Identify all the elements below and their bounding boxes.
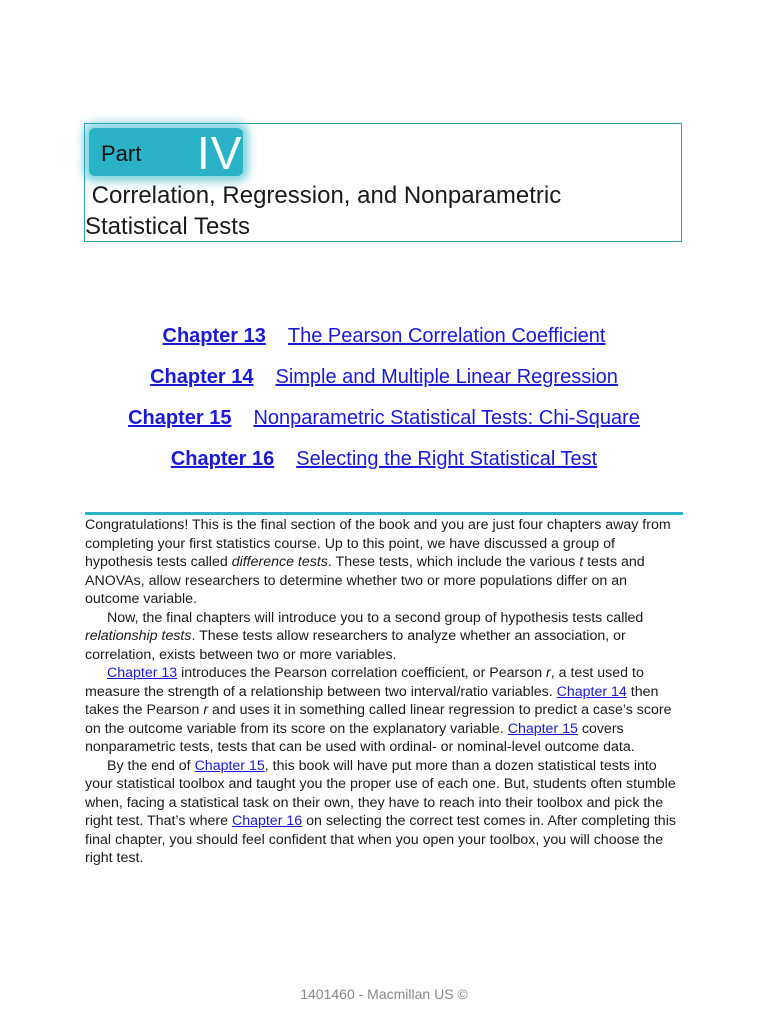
part-label: Part bbox=[101, 141, 142, 166]
part-title-text: Correlation, Regression, and Nonparametric Statistical Tests bbox=[85, 182, 562, 240]
text-run: tests and ANOVAs, allow researchers to determine whether two or more populations differ on an outcome variable. bbox=[85, 554, 645, 607]
text-run: covers nonparametric tests, tests that can be used with ordinal- or nominal-level outcome data. bbox=[85, 720, 635, 755]
text-run: . These tests, which include the various bbox=[327, 554, 580, 570]
text-run: Now, the final chapters will introduce you to a second group of hypothesis tests called bbox=[107, 609, 644, 626]
emphasis-text: t bbox=[579, 554, 584, 570]
part-title bbox=[85, 180, 645, 242]
toc-chapter-13-number-link[interactable]: Chapter 13 bbox=[162, 325, 266, 347]
toc-chapter-13-title-link[interactable]: The Pearson Correlation Coefficient bbox=[287, 325, 606, 347]
part-badge bbox=[89, 127, 243, 179]
text-run: . These tests allow researchers to analyze whether an association, or correlation, exists between two or more variables. bbox=[85, 628, 626, 663]
toc-entry-14 bbox=[84, 359, 684, 400]
toc-chapter-16-number-link[interactable]: Chapter 16 bbox=[170, 448, 275, 470]
paragraph-2 bbox=[85, 609, 685, 665]
section-divider bbox=[85, 512, 683, 515]
text-run: introduces the Pearson correlation coefficient, or Pearson bbox=[177, 665, 547, 681]
paragraph-4 bbox=[85, 757, 685, 868]
toc-chapter-14-title-link[interactable]: Simple and Multiple Linear Regression bbox=[275, 366, 618, 388]
emphasis-text: relationship tests bbox=[85, 628, 192, 644]
emphasis-text: r bbox=[546, 665, 551, 681]
part-numeral: IV bbox=[197, 127, 243, 179]
toc-chapter-14-number-link[interactable]: Chapter 14 bbox=[150, 366, 254, 388]
toc-entry-16 bbox=[84, 441, 684, 482]
chapter-16-link[interactable]: Chapter 16 bbox=[231, 813, 303, 829]
chapter-14-link[interactable]: Chapter 14 bbox=[556, 683, 627, 700]
table-of-contents bbox=[84, 318, 684, 482]
paragraph-3 bbox=[85, 664, 685, 757]
text-run: By the end of bbox=[107, 757, 195, 774]
toc-chapter-15-title-link[interactable]: Nonparametric Statistical Tests: Chi-Square bbox=[253, 407, 640, 429]
paragraph-1 bbox=[85, 516, 685, 609]
emphasis-text: difference tests bbox=[231, 554, 328, 570]
toc-entry-13 bbox=[84, 318, 684, 359]
text-run: on selecting the correct test comes in. After completing this final chapter, you should feel confident that when you open your toolbox, you will choose the right test. bbox=[85, 813, 676, 866]
chapter-15-link[interactable]: Chapter 15 bbox=[507, 720, 578, 737]
chapter-13-link[interactable]: Chapter 13 bbox=[107, 665, 178, 681]
text-run: then takes the Pearson bbox=[85, 683, 659, 718]
text-run: , this book will have put more than a dozen statistical tests into your statistical toolbox and taught you the proper use of each one. But, students often stumble when, facing a statistical task on their own, they have to reach into their toolbox and pick the right test. That’s where bbox=[85, 757, 676, 829]
intro-body bbox=[85, 516, 685, 868]
part-header-box bbox=[84, 123, 682, 242]
toc-entry-15 bbox=[84, 400, 684, 441]
toc-chapter-16-title-link[interactable]: Selecting the Right Statistical Test bbox=[296, 448, 598, 470]
text-run: Congratulations! This is the final section of the book and you are just four chapters away from completing your first statistics course. Up to this point, we have discussed a group of hypothesis tests called bbox=[85, 517, 671, 570]
toc-chapter-15-number-link[interactable]: Chapter 15 bbox=[128, 407, 232, 429]
chapter-15-link[interactable]: Chapter 15 bbox=[194, 757, 265, 774]
page-footer: 1401460 - Macmillan US © bbox=[300, 986, 468, 1002]
text-run: and uses it in something called linear regression to predict a case’s score on the outcome variable from its score on the explanatory variable. bbox=[85, 702, 672, 737]
emphasis-text: r bbox=[203, 702, 209, 718]
text-run: , a test used to measure the strength of a relationship between two interval/ratio variables. bbox=[85, 665, 644, 700]
